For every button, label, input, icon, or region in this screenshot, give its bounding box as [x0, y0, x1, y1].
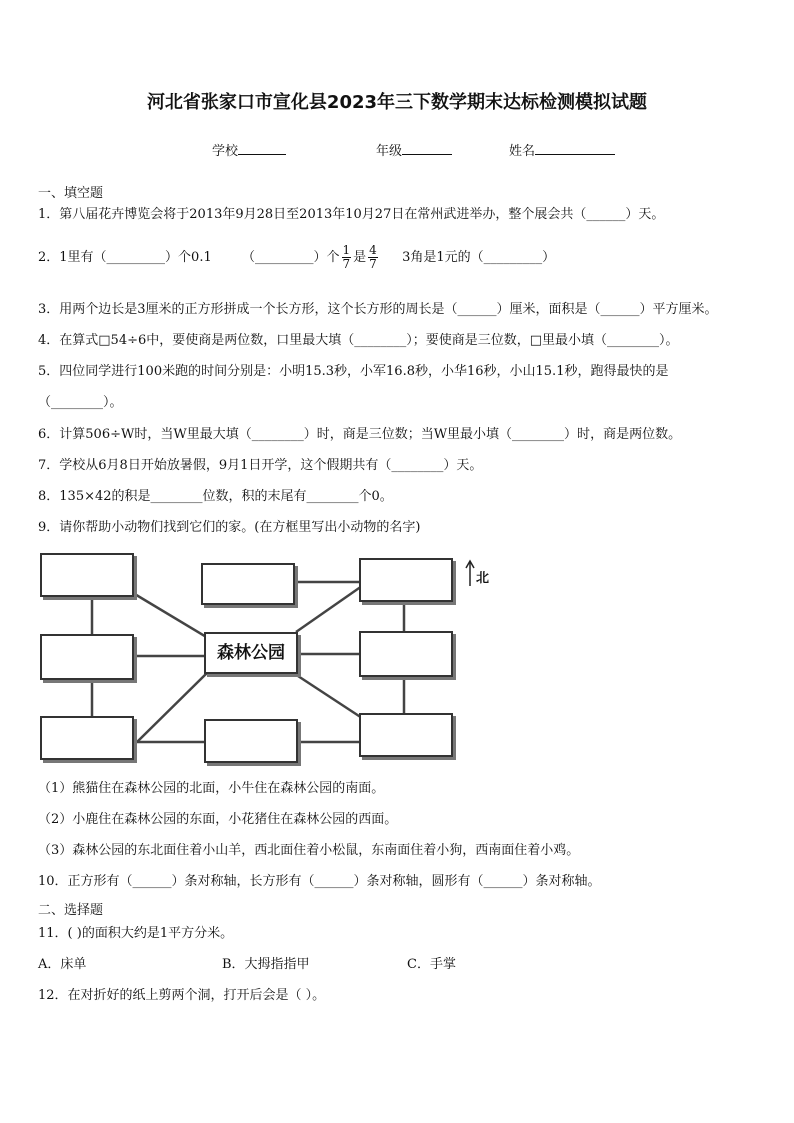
- home-box-southwest[interactable]: [40, 716, 134, 760]
- question-9-clue-1: （1）熊猫住在森林公园的北面，小牛住在森林公园的南面。: [38, 781, 385, 796]
- north-label: 北: [476, 571, 490, 586]
- question-11-option-a[interactable]: A．床单: [38, 957, 87, 972]
- question-10: 10．正方形有（______）条对称轴，长方形有（______）条对称轴，圆形有（______）条对称轴。: [38, 874, 601, 889]
- question-6: 6．计算506÷W时，当W里最大填（________）时，商是三位数；当W里最小填（________）时，商是两位数。: [38, 427, 682, 442]
- question-1: 1．第八届花卉博览会将于2013年9月28日至2013年10月27日在常州武进举办，整个展会共（______）天。: [38, 207, 665, 222]
- home-box-southeast[interactable]: [359, 713, 453, 757]
- question-5-answer: （________）。: [38, 395, 123, 410]
- question-5: 5．四位同学进行100米跑的时间分别是：小明15.3秒，小军16.8秒，小华16秒，小山15.1秒，跑得最快的是: [38, 364, 669, 379]
- question-2-part3: 3角是1元的（_________）: [402, 250, 556, 265]
- home-box-northeast[interactable]: [359, 558, 453, 602]
- question-2-is: 是: [353, 250, 367, 265]
- question-11: 11．( )的面积大约是1平方分米。: [38, 926, 234, 941]
- grade-label: 年级: [376, 144, 403, 159]
- school-label: 学校: [212, 144, 239, 159]
- question-11-option-c[interactable]: C．手掌: [407, 957, 456, 972]
- question-2-part2: （_________）个: [242, 250, 340, 265]
- question-9-clue-3: （3）森林公园的东北面住着小山羊，西北面住着小松鼠，东南面住着小狗，西南面住着小鸡。: [38, 843, 580, 858]
- question-9-clue-2: （2）小鹿住在森林公园的东面，小花猪住在森林公园的西面。: [38, 812, 398, 827]
- home-box-north[interactable]: [201, 563, 295, 605]
- home-box-east[interactable]: [359, 631, 453, 677]
- question-7: 7．学校从6月8日开始放暑假，9月1日开学，这个假期共有（________）天。: [38, 458, 483, 473]
- question-2-part1: 2．1里有（_________）个0.1: [38, 250, 212, 265]
- question-8: 8．135×42的积是________位数，积的末尾有________个0。: [38, 489, 393, 504]
- fraction-one-seventh: $\frac{1}{7}$: [342, 243, 351, 271]
- home-box-south[interactable]: [204, 719, 298, 763]
- forest-park-center: 森林公园: [204, 632, 298, 674]
- fraction-four-sevenths: $\frac{4}{7}$: [369, 243, 377, 271]
- question-9: 9．请你帮助小动物们找到它们的家。(在方框里写出小动物的名字): [38, 520, 421, 535]
- name-label: 姓名: [509, 144, 536, 159]
- question-11-option-b[interactable]: B．大拇指指甲: [222, 957, 310, 972]
- section-choice-heading: 二、选择题: [38, 903, 104, 918]
- section-fill-heading: 一、填空题: [38, 186, 104, 201]
- document-title: 河北省张家口市宣化县2023年三下数学期末达标检测模拟试题: [146, 92, 648, 113]
- home-box-northwest[interactable]: [40, 553, 134, 597]
- question-3: 3．用两个边长是3厘米的正方形拼成一个长方形，这个长方形的周长是（______）厘米，面积是（______）平方厘米。: [38, 302, 718, 317]
- question-12: 12．在对折好的纸上剪两个洞，打开后会是（ ）。: [38, 988, 326, 1003]
- home-box-west[interactable]: [40, 634, 134, 680]
- question-4: 4．在算式□54÷6中，要使商是两位数，口里最大填（________）；要使商是三位数，□里最小填（________）。: [38, 333, 679, 348]
